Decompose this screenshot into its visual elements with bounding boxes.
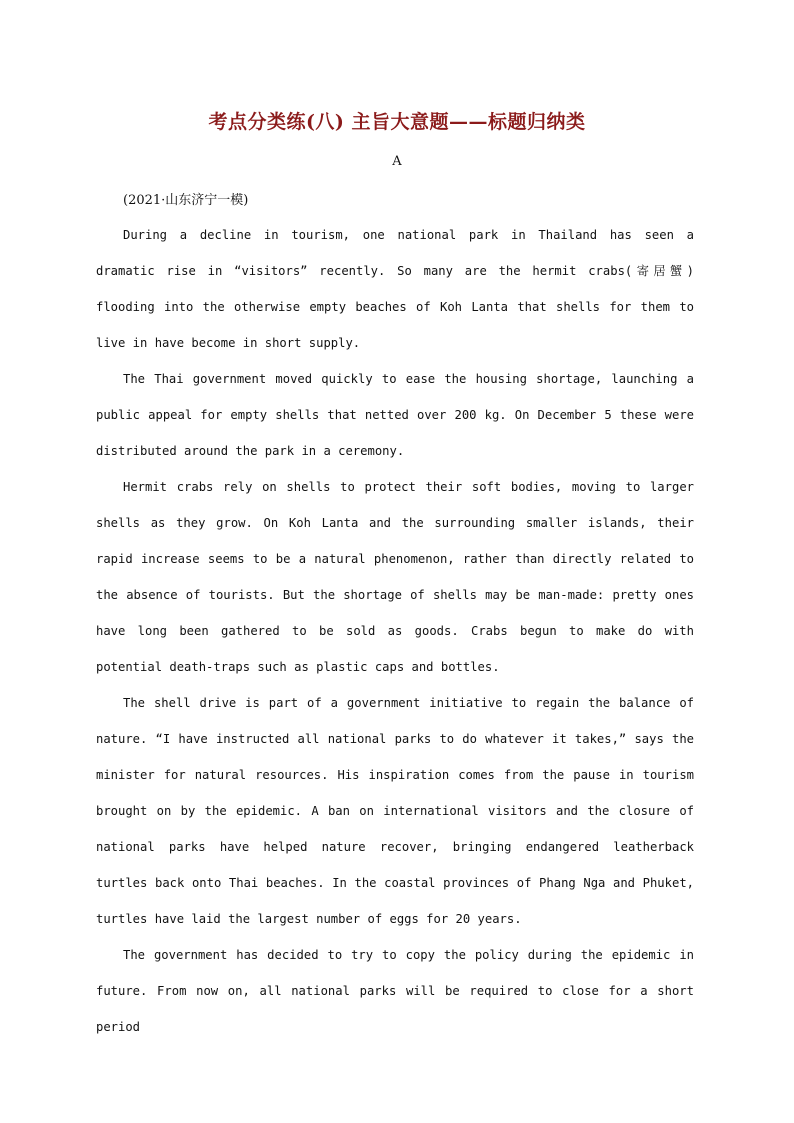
page-title: 考点分类练(八) 主旨大意题——标题归纳类: [208, 111, 586, 133]
passage-label: A: [392, 154, 402, 169]
paragraph-1: During a decline in tourism, one national park in Thailand has seen a dramatic rise in “visitors” recently. So many are the hermit crabs(寄居蟹) flooding into the otherwise empty beaches of Koh Lanta that shells for them to live in have become in short supply.: [96, 228, 694, 350]
paragraph-5: The government has decided to try to copy the policy during the epidemic in future. From now on, all national parks will be required to close for a short period: [96, 948, 694, 1034]
passage-body: [96, 217, 694, 1045]
paragraph-4: The shell drive is part of a government initiative to regain the balance of nature. “I have instructed all national parks to do whatever it takes,” says the minister for natural resources. His inspiration comes from the pause in tourism brought on by the epidemic. A ban on international visitors and the closure of national parks have helped nature recover, bringing endangered leatherback turtles back onto Thai beaches. In the coastal provinces of Phang Nga and Phuket, turtles have laid the largest number of eggs for 20 years.: [96, 696, 694, 926]
paragraph-3: Hermit crabs rely on shells to protect their soft bodies, moving to larger shells as they grow. On Koh Lanta and the surrounding smaller islands, their rapid increase seems to be a natural phenomenon, rather than directly related to the absence of tourists. But the shortage of shells may be man-made: pretty ones have long been gathered to be sold as goods. Crabs begun to make do with potential death-traps such as plastic caps and bottles.: [96, 480, 694, 674]
source-citation: (2021·山东济宁一模): [123, 193, 249, 208]
paragraph-2: The Thai government moved quickly to ease the housing shortage, launching a public appeal for empty shells that netted over 200 kg. On December 5 these were distributed around the park in a ceremony.: [96, 372, 694, 458]
